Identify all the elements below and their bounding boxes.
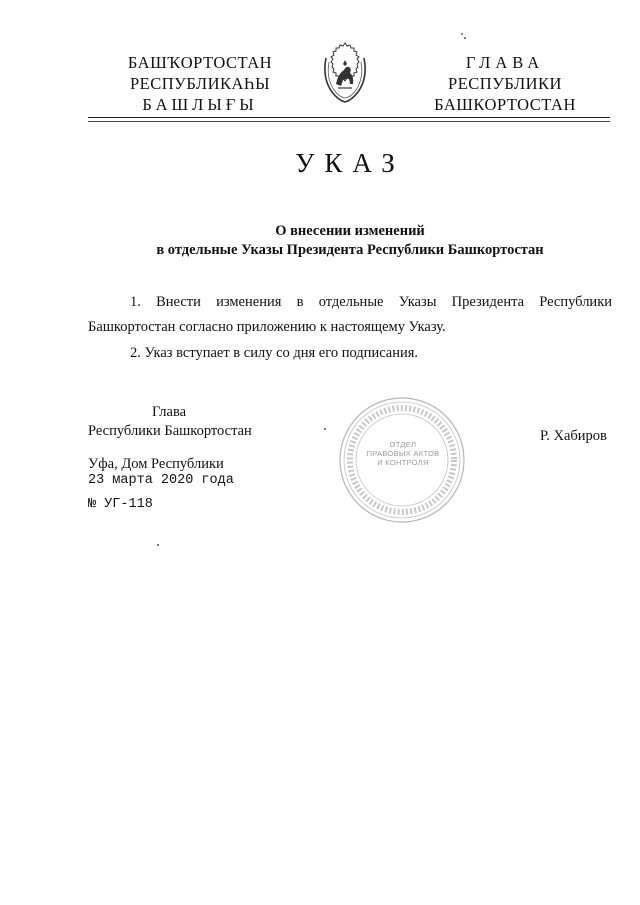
document-type-heading: УКАЗ xyxy=(295,148,405,178)
scan-speck xyxy=(157,544,159,546)
header-divider xyxy=(88,117,610,118)
header-right-line-2: РЕСПУБЛИКИ xyxy=(448,74,562,93)
stamp-text xyxy=(355,440,451,467)
stamp-text-line-2: ПРАВОВЫХ АКТОВ xyxy=(366,449,440,458)
header-left-line-1: БАШҠОРТОСТАН xyxy=(127,53,273,72)
header-right-title xyxy=(420,52,590,115)
coat-of-arms-icon xyxy=(316,40,374,106)
header-left-line-3: БАШЛЫҒЫ xyxy=(142,95,258,114)
header-left-line-2: РЕСПУБЛИКАҺЫ xyxy=(129,74,271,93)
scan-speck xyxy=(324,428,326,430)
subject-line-2: в отдельные Указы Президента Республики Башкортостан xyxy=(156,242,544,258)
decree-number: № УГ-118 xyxy=(88,497,153,512)
header-divider-thin xyxy=(88,121,610,122)
header-right-line-3: БАШКОРТОСТАН xyxy=(434,95,576,114)
decree-item-1-line-2: Башкортостан согласно приложению к настоящему Указу. xyxy=(88,319,446,335)
signatory-name: Р. Хабиров xyxy=(540,428,607,444)
signing-date: 23 марта 2020 года xyxy=(88,473,234,488)
stamp-text-line-1: ОТДЕЛ xyxy=(389,440,417,449)
signatory-title-line-2: Республики Башкортостан xyxy=(88,423,252,439)
decree-item-2: 2. Указ вступает в силу со дня его подписания. xyxy=(130,345,419,361)
signatory-title xyxy=(88,403,278,441)
signatory-title-line-1: Глава xyxy=(152,404,187,420)
decree-item-1-line-1: 1. Внести изменения в отдельные Указы Президента Республики xyxy=(130,294,612,310)
scan-speck xyxy=(464,37,466,39)
stamp-text-line-3: И КОНТРОЛЯ xyxy=(377,458,429,467)
subject-line-1: О внесении изменений xyxy=(275,223,425,239)
header-left-title xyxy=(110,52,290,115)
signing-place: Уфа, Дом Республики xyxy=(88,456,224,472)
document-subject xyxy=(60,222,640,260)
scan-speck xyxy=(461,33,463,35)
header-right-line-1: ГЛАВА xyxy=(465,53,545,72)
